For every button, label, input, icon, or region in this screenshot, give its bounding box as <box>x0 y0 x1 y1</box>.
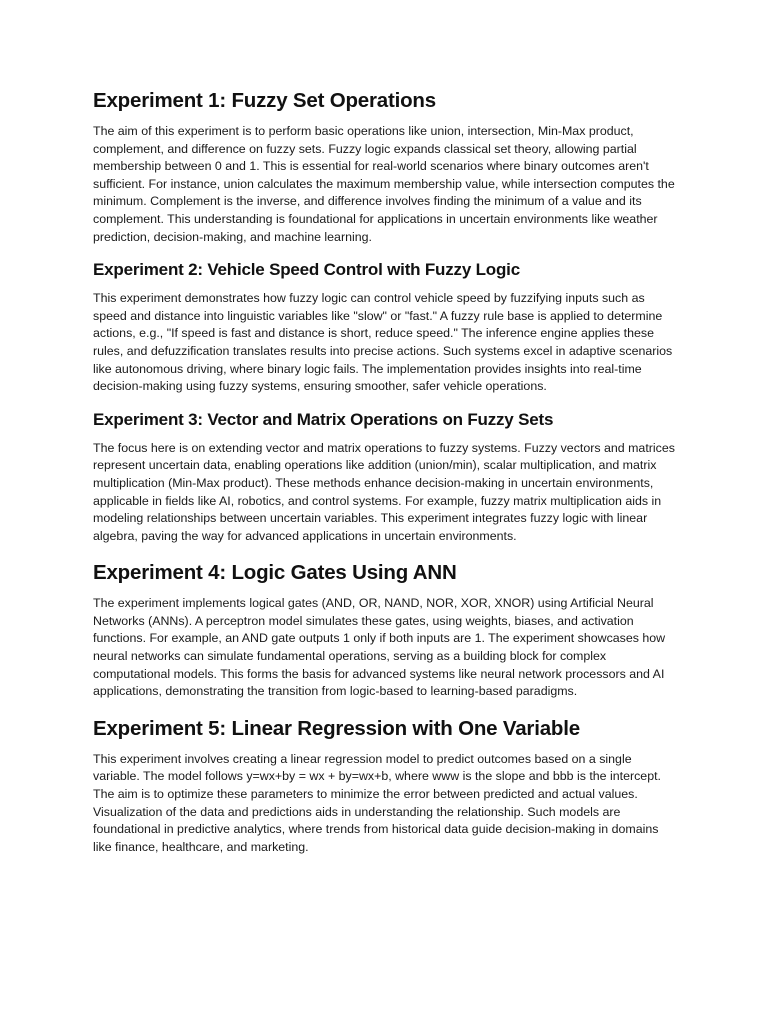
section-paragraph: This experiment involves creating a linear regression model to predict outcomes based on a single variable. The model follows y=wx+by = wx + by=wx+b, where www is the slope and bbb is the intercept. The aim is to optimize these parameters to minimize the error between predicted and actual values. Visualization of the data and predictions aids in understanding the relationship. Such models are foundational in predictive analytics, where trends from historical data guide decision-making in domains like finance, healthcare, and marketing. <box>93 751 661 854</box>
section-heading: Experiment 5: Linear Regression with One Variable <box>93 716 580 740</box>
section-paragraph: The focus here is on extending vector and matrix operations to fuzzy systems. Fuzzy vectors and matrices represent uncertain data, enabling operations like addition (union/min), scalar multiplication, and matrix multiplication (Min-Max product). These methods enhance decision-making in uncertain environments, applicable in fields like AI, robotics, and control systems. For example, fuzzy matrix multiplication aids in modeling relationships between uncertain variables. This experiment integrates fuzzy logic with linear algebra, paving the way for advanced applications in uncertain environments. <box>93 440 675 543</box>
document-page <box>93 88 678 856</box>
section-experiment-5 <box>93 716 678 857</box>
section-heading: Experiment 3: Vector and Matrix Operations on Fuzzy Sets <box>93 409 554 429</box>
section-paragraph: The experiment implements logical gates (AND, OR, NAND, NOR, XOR, XNOR) using Artificial Neural Networks (ANNs). A perceptron model simulates these gates, using weights, biases, and activation functions. For example, an AND gate outputs 1 only if both inputs are 1. The experiment showcases how neural networks can simulate fundamental operations, serving as a building block for complex computational models. This forms the basis for advanced systems like neural network processors and AI applications, demonstrating the transition from logic-based to learning-based paradigms. <box>93 596 666 699</box>
section-experiment-2 <box>93 259 678 396</box>
section-experiment-4 <box>93 560 678 701</box>
section-paragraph: The aim of this experiment is to perform basic operations like union, intersection, Min-Max product, complement, and difference on fuzzy sets. Fuzzy logic expands classical set theory, allowing partial membership between 0 and 1. This is essential for real-world scenarios where binary outcomes aren't sufficient. For instance, union calculates the maximum membership value, while intersection computes the minimum. Complement is the inverse, and difference involves finding the minimum of a value and its complement. This understanding is foundational for applications in uncertain environments like weather prediction, decision-making, and machine learning. <box>93 124 675 244</box>
section-heading: Experiment 1: Fuzzy Set Operations <box>93 89 436 112</box>
section-experiment-3 <box>93 409 678 546</box>
section-paragraph: This experiment demonstrates how fuzzy logic can control vehicle speed by fuzzifying inputs such as speed and distance into linguistic variables like "slow" or "fast." A fuzzy rule base is applied to determine actions, e.g., "If speed is fast and distance is short, reduce speed." The inference engine applies these rules, and defuzzification translates results into precise actions. Such systems excel in adaptive scenarios like autonomous driving, where binary logic fails. The implementation provides insights into real-time decision-making using fuzzy systems, ensuring smoother, safer vehicle operations. <box>93 291 673 394</box>
section-heading: Experiment 4: Logic Gates Using ANN <box>93 561 457 585</box>
section-experiment-1 <box>93 88 678 246</box>
section-heading: Experiment 2: Vehicle Speed Control with Fuzzy Logic <box>93 260 520 280</box>
